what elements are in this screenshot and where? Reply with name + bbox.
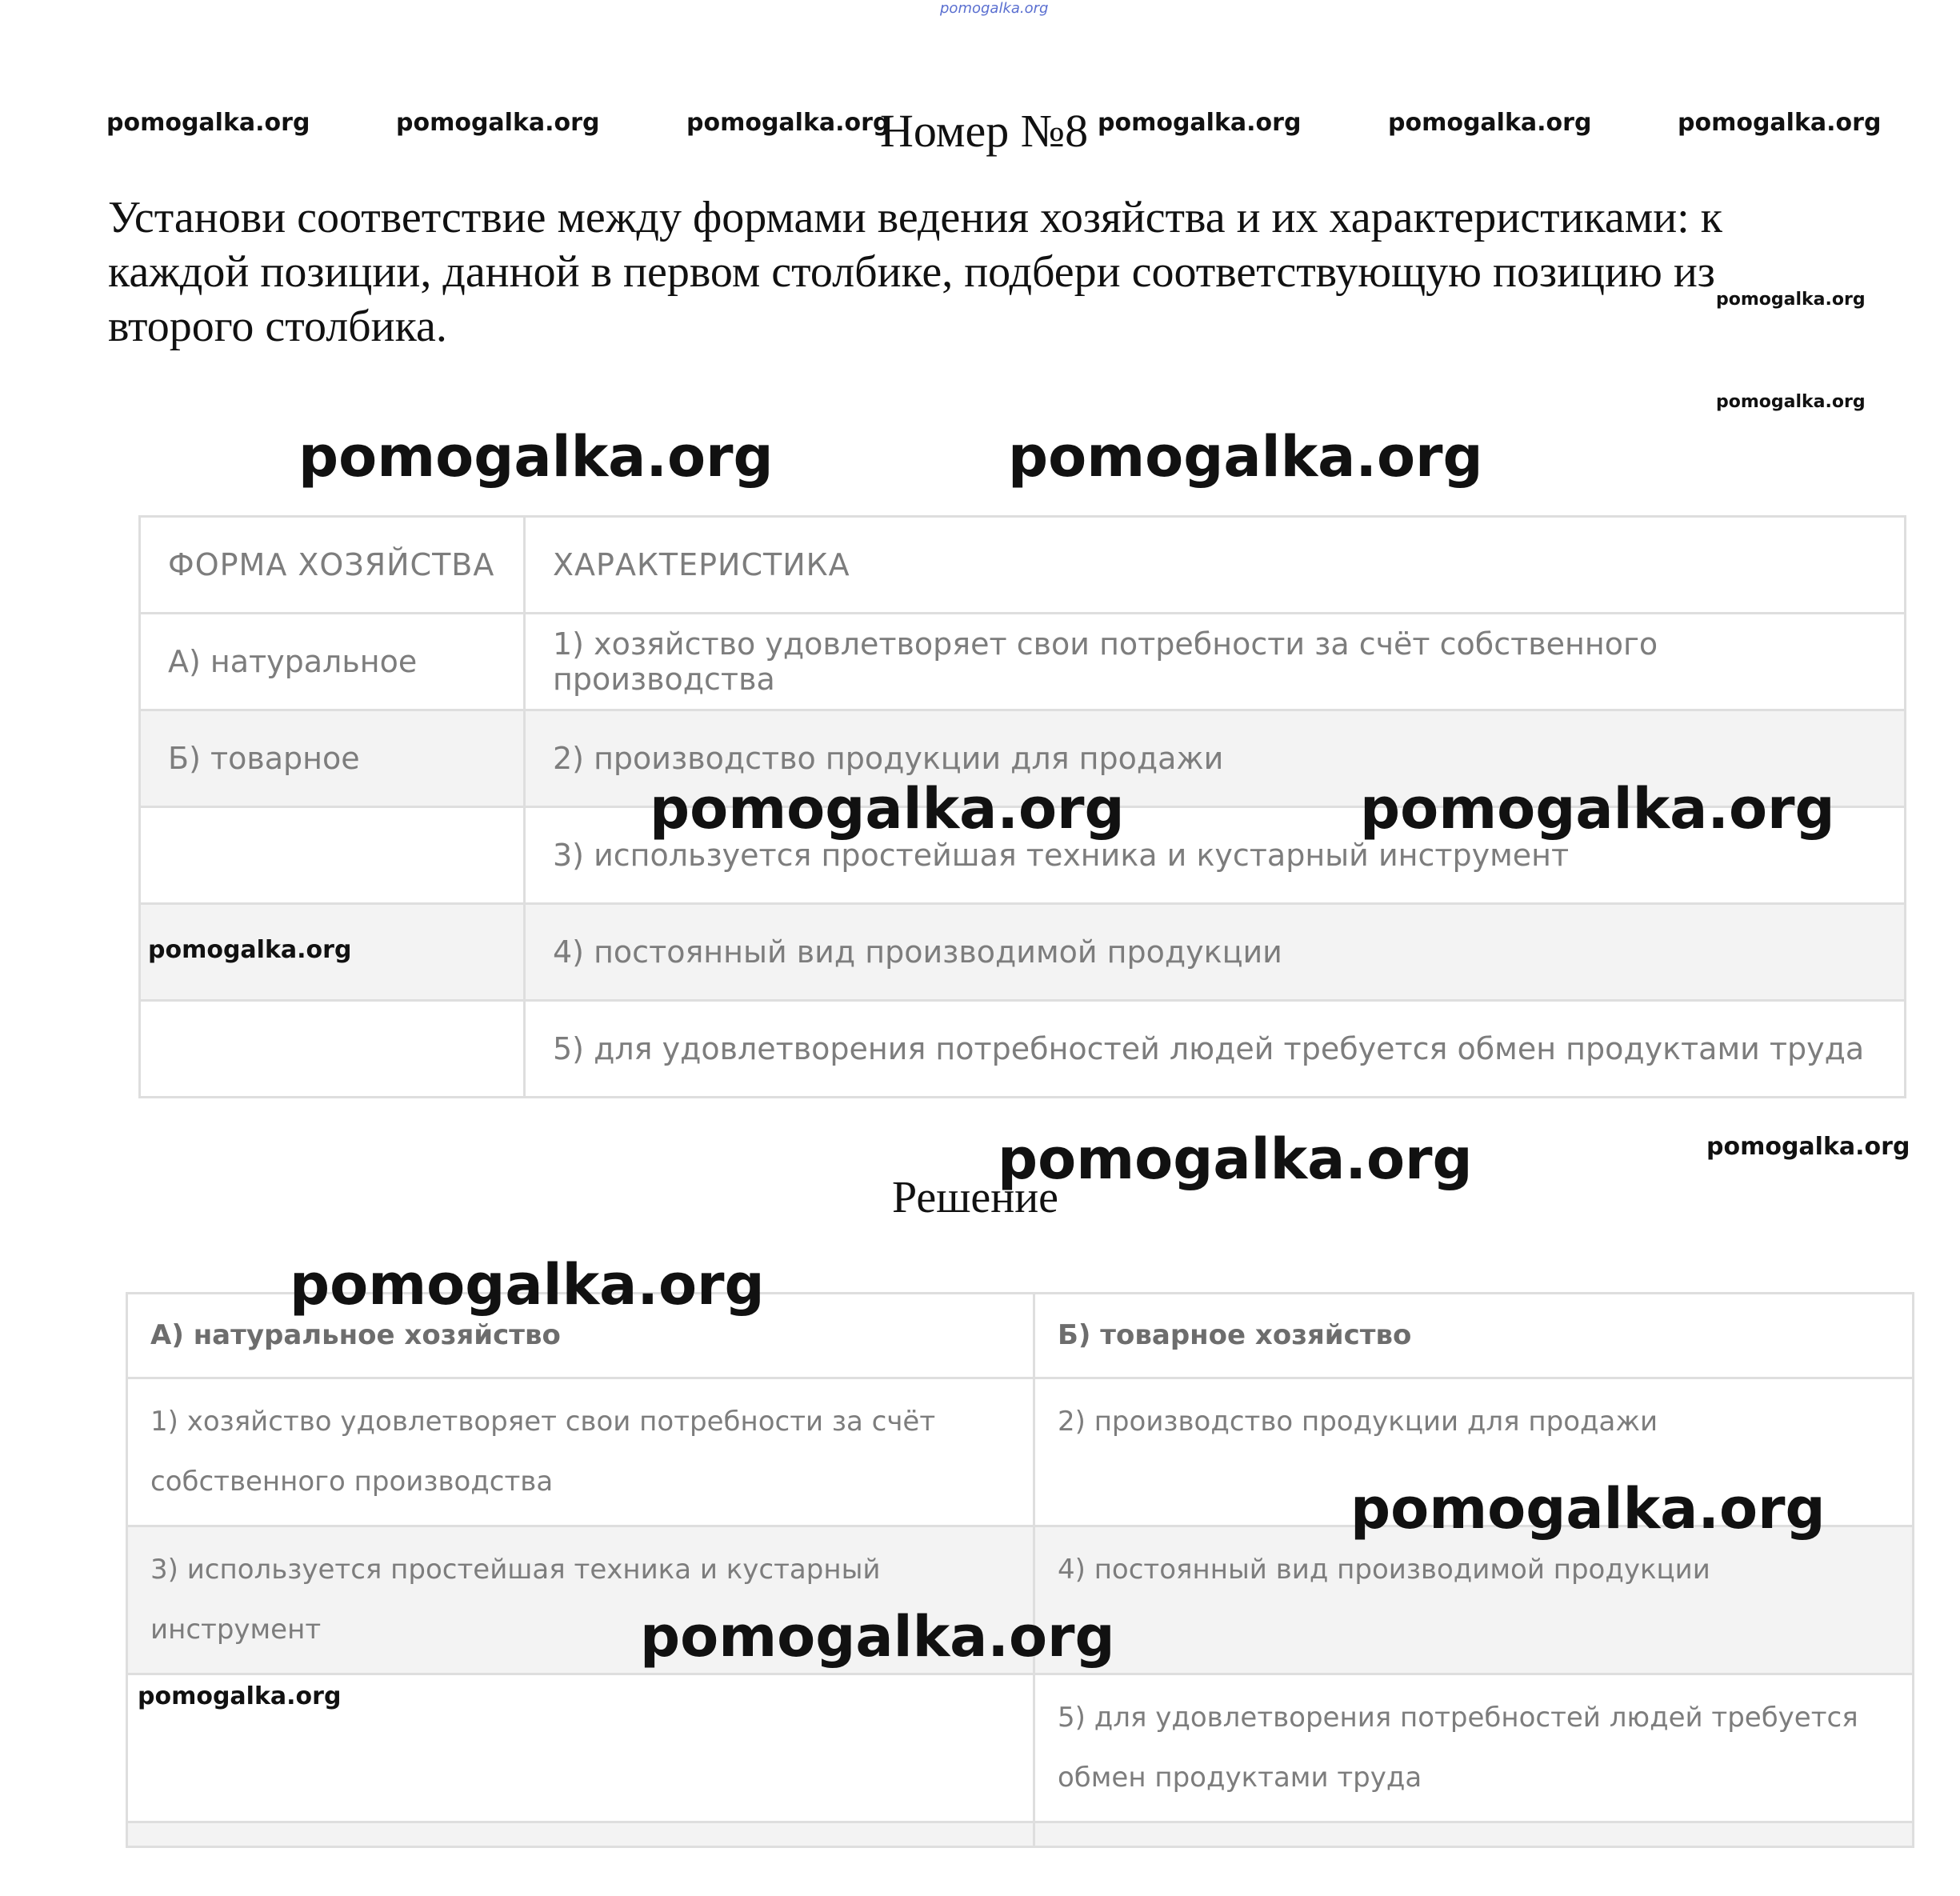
watermark: pomogalka.org [1008,424,1483,490]
watermark: pomogalka.org [998,1126,1473,1192]
watermark: pomogalka.org [640,1604,1115,1670]
table-cell: 3) используется простейшая техника и кустарный инструмент [525,807,1906,904]
solution-table [126,1292,1914,1848]
table-header: ФОРМА ХОЗЯЙСТВА [140,517,525,614]
page-title: Номер №8 [880,105,1089,157]
table-header: ХАРАКТЕРИСТИКА [525,517,1906,614]
table-cell: 4) постоянный вид производимой продукции [1034,1526,1914,1674]
watermark: pomogalka.org [1098,109,1302,137]
watermark: pomogalka.org [106,109,310,137]
watermark: pomogalka.org [1716,392,1866,412]
table-cell: 5) для удовлетворения потребностей людей требуется обмен продуктами труда [525,1001,1906,1098]
table-cell: 2) производство продукции для продажи [1034,1378,1914,1526]
table-cell: 4) постоянный вид производимой продукции [525,904,1906,1001]
table-cell [140,1001,525,1098]
task-text: Установи соответствие между формами ведения хозяйства и их характеристиками: к каждой позиции, данной в первом столбике, подбери соответствующую позицию из второго столбика. [108,193,1722,351]
watermark: pomogalka.org [1706,1133,1910,1161]
table-header: Б) товарное хозяйство [1034,1294,1914,1378]
table-header: А) натуральное хозяйство [127,1294,1034,1378]
table-cell: 3) используется простейшая техника и кустарный инструмент [127,1526,1034,1674]
watermark: pomogalka.org [1350,1476,1826,1542]
watermark: pomogalka.org [148,936,352,964]
watermark: pomogalka.org [940,0,1049,17]
table-cell: Б) товарное [140,710,525,807]
table-cell: 1) хозяйство удовлетворяет свои потребности за счёт собственного производства [525,614,1906,710]
table-cell: А) натуральное [140,614,525,710]
table-cell [1034,1822,1914,1847]
watermark: pomogalka.org [298,424,774,490]
solution-title: Решение [892,1173,1059,1222]
watermark: pomogalka.org [138,1682,342,1710]
watermark: pomogalka.org [686,109,890,137]
table-cell: 2) производство продукции для продажи [525,710,1906,807]
table-cell [140,807,525,904]
table-cell: 5) для удовлетворения потребностей людей требуется обмен продуктами труда [1034,1674,1914,1822]
watermark: pomogalka.org [396,109,600,137]
watermark: pomogalka.org [1388,109,1592,137]
watermark: pomogalka.org [1678,109,1882,137]
watermark: pomogalka.org [1716,290,1866,310]
watermark: pomogalka.org [1360,776,1835,842]
watermark: pomogalka.org [650,776,1125,842]
table-cell [127,1822,1034,1847]
table-cell: 1) хозяйство удовлетворяет свои потребности за счёт собственного производства [127,1378,1034,1526]
watermark: pomogalka.org [290,1252,765,1318]
